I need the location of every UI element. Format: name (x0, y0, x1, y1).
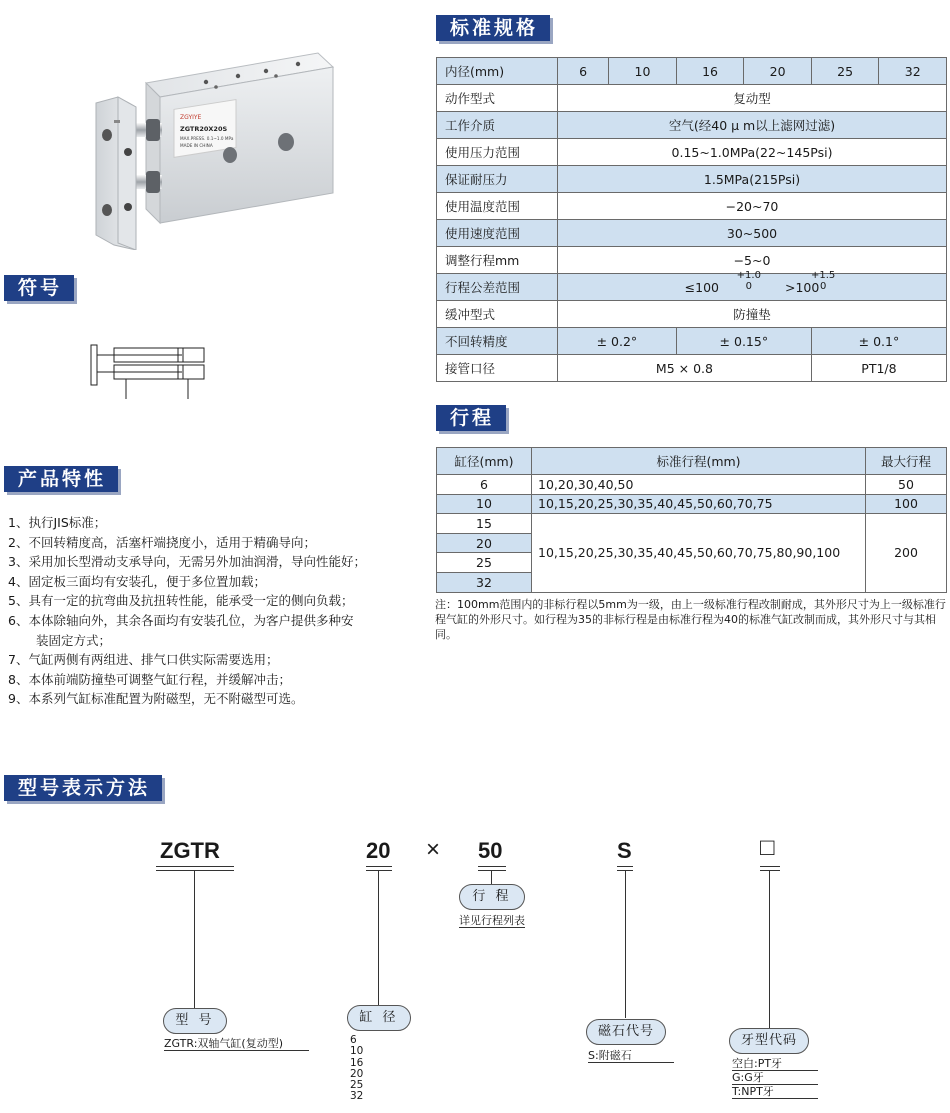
stroke-desc: 详见行程列表 (459, 914, 525, 927)
feature-item: 6、本体除轴向外，其余各面均有安装孔位，为客户提供多种安 (8, 612, 354, 628)
bore-option: 6 (350, 1034, 357, 1046)
model-times: × (426, 836, 441, 863)
spec-bore: 32 (879, 58, 947, 85)
spec-port-value: PT1/8 (811, 355, 946, 382)
series-leader (194, 870, 195, 1010)
thread-underline (760, 866, 780, 871)
thread-list (732, 1057, 818, 1099)
spec-row-value: −20~70 (558, 193, 947, 220)
bore-leader (378, 870, 379, 1008)
bore-option: 25 (350, 1079, 364, 1092)
bore-underline (366, 866, 392, 871)
spec-row-value: 30~500 (558, 220, 947, 247)
section-title-model: 型号表示方法 (4, 775, 162, 801)
feature-item: 2、不回转精度高，活塞杆端挠度小，适用于精确导向； (8, 534, 316, 550)
thread-option: 空白:PT牙 (732, 1057, 818, 1071)
spec-row-label: 使用速度范围 (437, 220, 558, 247)
spec-row-label: 保证耐压力 (437, 166, 558, 193)
feature-item: 3、采用加长型滑动支承导向，无需另外加油润滑，导向性能好； (8, 554, 366, 570)
spec-row-label: 使用压力范围 (437, 139, 558, 166)
stroke-header: 缸径(mm) (437, 448, 532, 475)
stroke-leader (491, 870, 492, 884)
feature-item: 装固定方式； (36, 632, 112, 648)
spec-tolerance-value (558, 269, 947, 301)
feature-item: 9、本系列气缸标准配置为附磁型，无不附磁型可选。 (8, 691, 304, 707)
feature-list (8, 513, 366, 709)
spec-row-label: 调整行程mm (437, 247, 558, 274)
stroke-bore: 20 (437, 533, 532, 553)
spec-row-value: −5~0 (558, 247, 947, 274)
stroke-table (436, 447, 947, 593)
tolerance-a-upper: +1.0 (736, 269, 761, 281)
bore-option: 20 (350, 1067, 364, 1080)
spec-rotation-value: ± 0.1° (811, 328, 946, 355)
tolerance-b-base: >100 (784, 279, 820, 295)
spec-bore: 10 (609, 58, 677, 85)
stroke-bore: 6 (437, 475, 532, 495)
stroke-pill: 行 程 (459, 884, 525, 910)
spec-bore: 16 (676, 58, 744, 85)
stroke-bore: 25 (437, 553, 532, 573)
section-title-symbol: 符号 (4, 275, 74, 301)
feature-item: 8、本体前端防撞垫可调整气缸行程，并缓解冲击； (8, 671, 291, 687)
spec-row-label: 动作型式 (437, 85, 558, 112)
thread-option: T:NPT牙 (732, 1085, 818, 1099)
bore-list (350, 1035, 363, 1103)
spec-row-value: 空气(经40 μ m以上滤网过滤) (558, 112, 947, 139)
spec-port-value: M5 × 0.8 (558, 355, 812, 382)
series-underline (156, 866, 234, 871)
spec-row-value: 复动型 (558, 85, 947, 112)
section-title-stroke: 行程 (436, 405, 506, 431)
feature-item: 1、执行JIS标准； (8, 515, 107, 530)
stroke-header: 标准行程(mm) (532, 448, 866, 475)
stroke-bore: 32 (437, 572, 532, 592)
spec-row-value: 0.15~1.0MPa(22~145Psi) (558, 139, 947, 166)
spec-row-value: 1.5MPa(215Psi) (558, 166, 947, 193)
model-thread-box: □ (760, 834, 775, 861)
stroke-values: 10,15,20,25,30,35,40,45,50,60,70,75,80,90,100 (532, 514, 866, 592)
product-model: ZGTR20X20S (180, 125, 228, 133)
product-photo (88, 45, 348, 250)
model-magnet: S (617, 838, 632, 863)
product-origin: MADE IN CHINA (180, 143, 213, 148)
stroke-underline (478, 866, 506, 871)
spec-bore-label: 内径(mm) (437, 58, 558, 85)
model-bore: 20 (366, 838, 391, 863)
spec-tolerance-label: 行程公差范围 (437, 274, 558, 301)
stroke-values: 10,15,20,25,30,35,40,45,50,60,70,75 (532, 494, 866, 514)
spec-rotation-value: ± 0.2° (558, 328, 677, 355)
thread-option: G:G牙 (732, 1071, 818, 1085)
spec-cushion-value: 防撞垫 (558, 301, 947, 328)
product-pressure: MAX.PRESS. 0.1~1.0 MPa (180, 136, 234, 141)
spec-cushion-label: 缓冲型式 (437, 301, 558, 328)
magnet-leader (625, 870, 626, 1018)
cylinder-symbol (86, 343, 216, 403)
stroke-header: 最大行程 (866, 448, 947, 475)
stroke-bore: 10 (437, 494, 532, 514)
feature-item: 5、具有一定的抗弯曲及抗扭转性能，能承受一定的侧向负载； (8, 593, 354, 609)
spec-rotation-value: ± 0.15° (676, 328, 811, 355)
spec-rotation-label: 不回转精度 (437, 328, 558, 355)
spec-port-label: 接管口径 (437, 355, 558, 382)
spec-table (436, 57, 947, 382)
stroke-max: 50 (866, 475, 947, 495)
magnet-pill: 磁石代号 (586, 1019, 666, 1045)
thread-pill: 牙型代码 (729, 1028, 809, 1054)
bore-option: 32 (350, 1090, 364, 1103)
spec-row-label: 使用温度范围 (437, 193, 558, 220)
stroke-max: 100 (866, 494, 947, 514)
tolerance-b-upper: +1.5 (810, 269, 836, 281)
stroke-values: 10,20,30,40,50 (532, 475, 866, 495)
feature-item: 4、固定板三面均有安装孔，便于多位置加载； (8, 573, 266, 589)
thread-leader (769, 870, 770, 1028)
tolerance-b-lower: 0 (819, 280, 827, 292)
stroke-bore: 15 (437, 514, 532, 534)
spec-bore: 6 (558, 58, 609, 85)
model-stroke: 50 (478, 838, 503, 863)
section-title-features: 产品特性 (4, 466, 118, 492)
bore-pill: 缸 径 (347, 1005, 411, 1031)
type-desc: ZGTR:双轴气缸(复动型) (164, 1037, 309, 1051)
tolerance-a-lower: 0 (745, 280, 752, 292)
bore-option: 16 (350, 1056, 364, 1069)
type-pill: 型 号 (163, 1008, 227, 1034)
stroke-max: 200 (866, 514, 947, 592)
bore-option: 10 (350, 1045, 364, 1058)
spec-bore: 25 (811, 58, 879, 85)
model-series: ZGTR (160, 838, 220, 863)
spec-row-label: 工作介质 (437, 112, 558, 139)
tolerance-a-base: ≤100 (684, 279, 719, 295)
stroke-note: 注：100mm范围内的非标行程以5mm为一级，由上一级标准行程改制耐成，其外形尺寸为上一级标准行程气缸的外形尺寸。如行程为35的非标行程是由标准行程为40的标准气缸改制而成，其外形尺寸与其相同。 (435, 598, 946, 641)
magnet-desc: S:附磁石 (588, 1049, 674, 1063)
spec-bore: 20 (744, 58, 812, 85)
product-brand: ZGYIYE (180, 114, 202, 121)
feature-item: 7、气缸两侧有两组进、排气口供实际需要选用； (8, 652, 279, 668)
section-title-spec: 标准规格 (436, 15, 550, 41)
